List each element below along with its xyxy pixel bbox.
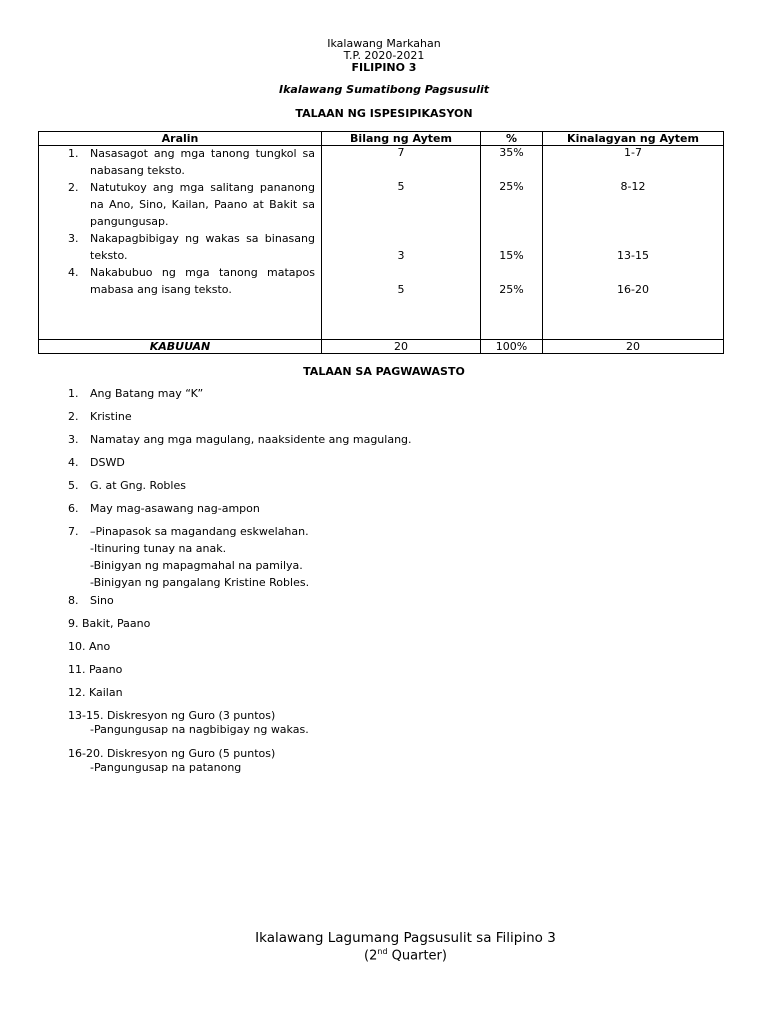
- total-row: [39, 340, 724, 354]
- location-cell: [543, 146, 724, 340]
- answer-item: 7. –Pinapasok sa magandang eskwelahan.: [68, 525, 309, 538]
- location-value: 8-12: [620, 180, 646, 193]
- answer-key-title: TALAAN SA PAGWAWASTO: [303, 365, 465, 378]
- school-year: T.P. 2020-2021: [343, 49, 425, 62]
- answer-item: 1. Ang Batang may “K”: [68, 387, 204, 400]
- items-value: 5: [397, 283, 405, 296]
- items-value: 3: [397, 249, 405, 262]
- percent-value: 15%: [499, 249, 524, 262]
- aralin-item: 2. Natutukoy ang mga salitang pananong na Ano, Sino, Kailan, Paano at Bakit sa pangungusap.: [68, 181, 315, 228]
- answer-sub-item: -Pangungusap na nagbibigay ng wakas.: [90, 723, 309, 736]
- percent-value: 25%: [499, 283, 524, 296]
- total-percent: 100%: [481, 340, 543, 354]
- location-value: 13-15: [617, 249, 649, 262]
- specification-table: [38, 131, 724, 354]
- answer-item: 3. Namatay ang mga magulang, naaksidente ang magulang.: [68, 433, 412, 446]
- answer-item: 4. DSWD: [68, 456, 125, 469]
- percent-value: 25%: [499, 180, 524, 193]
- answer-item: 12. Kailan: [68, 686, 123, 699]
- column-header-percent: %: [481, 132, 543, 146]
- answer-sub-item: -Itinuring tunay na anak.: [90, 542, 227, 555]
- next-exam-title: Ikalawang Lagumang Pagsusulit sa Filipino 3: [255, 930, 556, 946]
- aralin-cell: [39, 146, 322, 340]
- items-cell: [322, 146, 481, 340]
- answer-item: 13-15. Diskresyon ng Guro (3 puntos): [68, 709, 276, 722]
- column-header-location: Kinalagyan ng Aytem: [543, 132, 724, 146]
- location-value: 1-7: [624, 146, 642, 159]
- answer-sub-item: -Pangungusap na patanong: [90, 761, 242, 774]
- percent-value: 35%: [499, 146, 524, 159]
- table-body-row: [39, 146, 724, 340]
- percent-cell: [481, 146, 543, 340]
- answer-sub-item: -Binigyan ng pangalang Kristine Robles.: [90, 576, 310, 589]
- answer-item: 5. G. at Gng. Robles: [68, 479, 186, 492]
- column-header-aralin: Aralin: [39, 132, 322, 146]
- spec-table-title: TALAAN NG ISPESIPIKASYON: [295, 107, 473, 120]
- answer-item: 8. Sino: [68, 594, 114, 607]
- answer-item: 10. Ano: [68, 640, 111, 653]
- total-items: 20: [322, 340, 481, 354]
- total-location: 20: [543, 340, 724, 354]
- answer-sub-item: -Binigyan ng mapagmahal na pamilya.: [90, 559, 303, 572]
- table-header-row: [39, 132, 724, 146]
- quarter-label: Ikalawang Markahan: [327, 37, 441, 50]
- items-value: 7: [397, 146, 405, 159]
- aralin-item: 4. Nakabubuo ng mga tanong matapos mabasa ang isang teksto.: [68, 266, 315, 296]
- exam-title: Ikalawang Sumatibong Pagsusulit: [279, 83, 489, 96]
- aralin-item: 3. Nakapagbibigay ng wakas sa binasang teksto.: [68, 232, 315, 262]
- location-value: 16-20: [617, 283, 649, 296]
- total-label: KABUUAN: [39, 340, 322, 354]
- items-value: 5: [397, 180, 405, 193]
- answer-item: 9. Bakit, Paano: [68, 617, 151, 630]
- quarter-note: (2nd Quarter): [364, 947, 447, 964]
- answer-item: 16-20. Diskresyon ng Guro (5 puntos): [68, 747, 276, 760]
- answer-item: 2. Kristine: [68, 410, 132, 423]
- answer-item: 6. May mag-asawang nag-ampon: [68, 502, 260, 515]
- column-header-items: Bilang ng Aytem: [322, 132, 481, 146]
- answer-item: 11. Paano: [68, 663, 123, 676]
- subject-title: FILIPINO 3: [351, 61, 417, 74]
- aralin-item: 1. Nasasagot ang mga tanong tungkol sa nabasang teksto.: [68, 147, 315, 177]
